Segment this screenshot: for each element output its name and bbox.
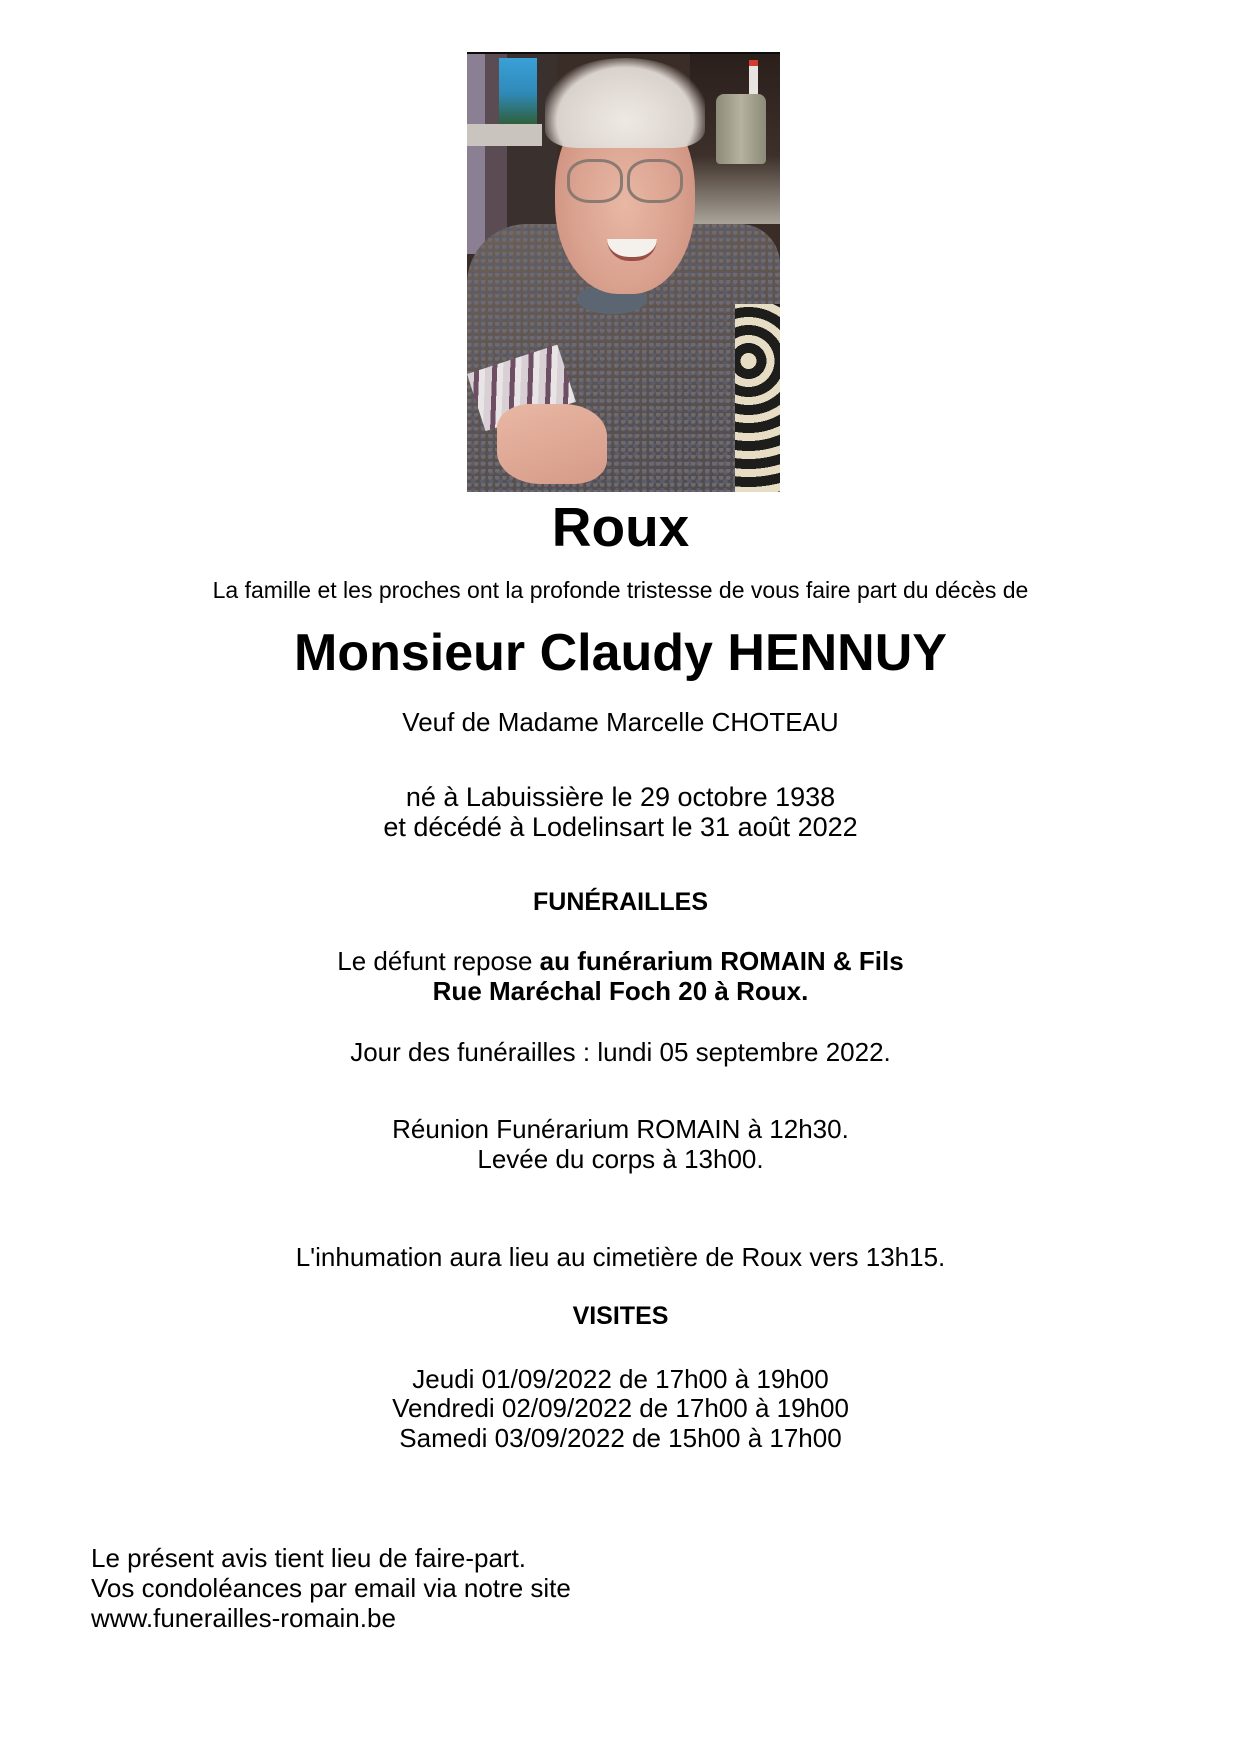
deceased-portrait-photo: [467, 52, 780, 492]
birth-info: né à Labuissière le 29 octobre 1938: [405, 782, 836, 812]
burial-info: L'inhumation aura lieu au cimetière de Roux vers 13h15.: [295, 1242, 946, 1272]
repose-funeral-home: au funérarium ROMAIN & Fils: [539, 946, 904, 976]
body-lifting-time: Levée du corps à 13h00.: [477, 1144, 764, 1174]
deceased-name: Monsieur Claudy HENNUY: [294, 624, 947, 682]
photo-jar: [716, 94, 766, 164]
visits-heading: VISITES: [572, 1302, 669, 1330]
gathering-time: Réunion Funérarium ROMAIN à 12h30.: [392, 1114, 849, 1144]
condolences-text: Vos condoléances par email via notre site: [91, 1573, 571, 1603]
repose-prefix: Le défunt repose: [337, 946, 540, 976]
funerals-heading: FUNÉRAILLES: [533, 888, 708, 916]
locality-heading: Roux: [551, 496, 690, 558]
announcement-intro: La famille et les proches ont la profonde tristesse de vous faire part du décès de: [212, 577, 1029, 603]
visit-slot: Jeudi 01/09/2022 de 17h00 à 19h00: [412, 1364, 829, 1394]
photo-glasses-left: [567, 159, 623, 203]
photo-glasses-right: [627, 159, 683, 203]
death-info: et décédé à Lodelinsart le 31 août 2022: [383, 812, 858, 842]
visit-slot: Vendredi 02/09/2022 de 17h00 à 19h00: [392, 1393, 849, 1423]
photo-window: [499, 58, 537, 128]
notice-text: Le présent avis tient lieu de faire-part.: [91, 1543, 527, 1573]
photo-hand: [497, 404, 607, 484]
photo-patterned-fabric: [735, 304, 780, 492]
repose-location: [0, 946, 1241, 976]
funeral-home-address: Rue Maréchal Foch 20 à Roux.: [432, 976, 809, 1006]
widower-of: Veuf de Madame Marcelle CHOTEAU: [402, 707, 839, 737]
visit-slot: Samedi 03/09/2022 de 15h00 à 17h00: [399, 1423, 842, 1453]
website-link[interactable]: www.funerailles-romain.be: [91, 1603, 396, 1633]
photo-hair: [545, 58, 705, 148]
funeral-day: Jour des funérailles : lundi 05 septembre 2022.: [350, 1037, 891, 1067]
photo-shelf: [467, 124, 542, 146]
footer-notice: [91, 1543, 571, 1633]
